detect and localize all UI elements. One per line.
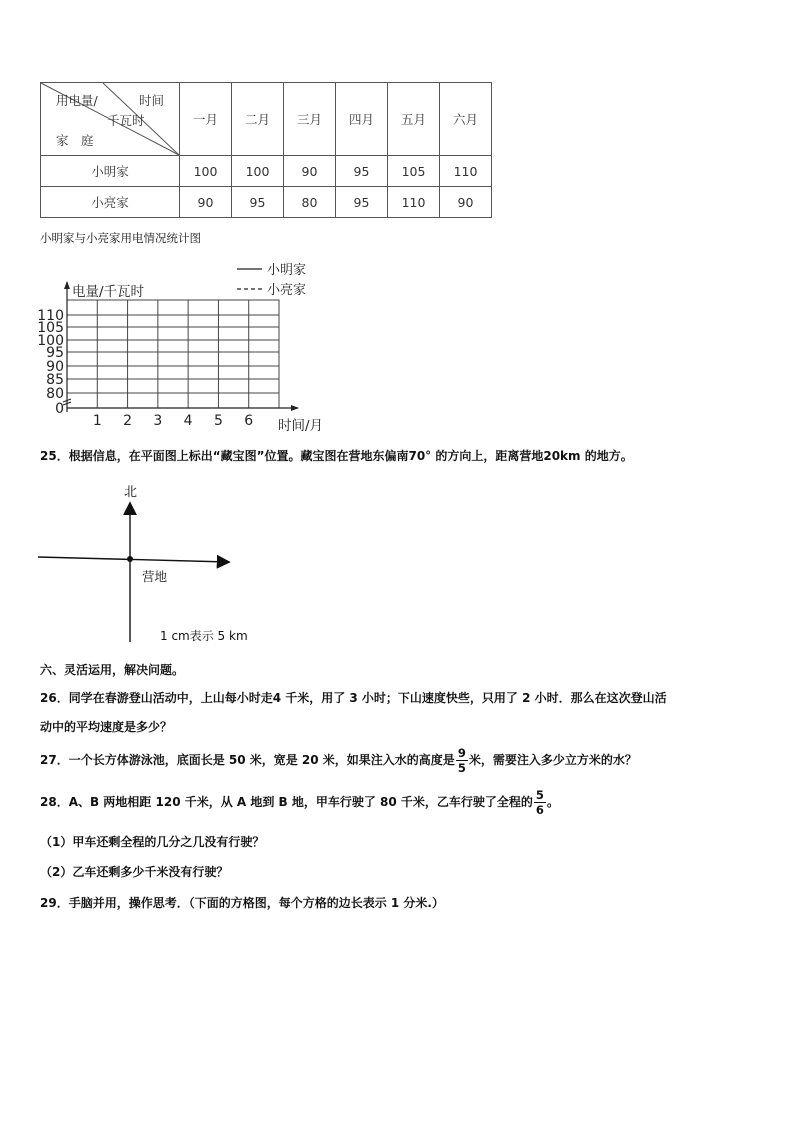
question-29: 29．手脑并用，操作思考．（下面的方格图，每个方格的边长表示 1 分米.） xyxy=(40,896,444,910)
section-six-heading: 六、灵活运用，解决问题。 xyxy=(40,663,185,677)
camp-direction-diagram xyxy=(36,480,246,645)
y-tick-label: 100 xyxy=(37,333,64,349)
value-cell: 95 xyxy=(336,156,388,187)
fraction-numerator: 9 xyxy=(457,746,466,760)
y-tick-label: 80 xyxy=(46,386,64,402)
y-tick-label: 105 xyxy=(37,320,64,336)
camp-label: 营地 xyxy=(142,569,168,584)
question-28-sub1: （1）甲车还剩全程的几分之几没有行驶？ xyxy=(40,835,265,849)
table-row xyxy=(41,187,492,218)
table-header-row xyxy=(41,83,492,156)
question-26-line2: 动中的平均速度是多少？ xyxy=(40,720,173,734)
y-tick-labels xyxy=(37,308,64,417)
fraction-denominator: 5 xyxy=(457,761,466,775)
y-tick-label: 85 xyxy=(46,372,64,388)
question-26-line1: 26．同学在春游登山活动中，上山每小时走4 千米，用了 3 小时；下山速度快些，只用了 2 小时．那么在这次登山活 xyxy=(40,691,667,705)
corner-label-usage: 用电量/ xyxy=(56,93,98,108)
fraction-nine-fifths xyxy=(456,746,468,775)
family-name-cell: 小明家 xyxy=(41,156,180,187)
camp-point xyxy=(127,556,133,562)
value-cell: 90 xyxy=(180,187,232,218)
question-25-body: 根据信息，在平面图上标出“藏宝图”位置。藏宝图在营地东偏南70° 的方向上，距离营地20km 的地方。 xyxy=(68,449,633,463)
question-28-text-after: 。 xyxy=(546,795,559,809)
question-27-text-before: 27．一个长方体游泳池，底面长是 50 米，宽是 20 米，如果注入水的高度是 xyxy=(40,753,455,767)
value-cell: 95 xyxy=(336,187,388,218)
question-25-text: 25． xyxy=(40,449,69,463)
x-tick-label: 1 xyxy=(92,413,102,429)
fraction-five-sixths xyxy=(534,788,546,817)
x-tick-label: 5 xyxy=(213,413,223,429)
corner-label-family: 家 庭 xyxy=(56,133,94,148)
north-label: 北 xyxy=(124,485,138,500)
family-name-cell: 小亮家 xyxy=(41,187,180,218)
y-axis-label: 电量/千瓦时 xyxy=(72,284,145,300)
month-header: 五月 xyxy=(388,83,440,156)
question-28-sub2: （2）乙车还剩多少千米没有行驶？ xyxy=(40,865,229,879)
east-arrow xyxy=(38,557,228,562)
value-cell: 100 xyxy=(180,156,232,187)
grid-border xyxy=(67,300,279,408)
value-cell: 100 xyxy=(232,156,284,187)
question-28 xyxy=(40,786,559,818)
y-axis-arrowhead xyxy=(64,281,70,289)
x-tick-label: 6 xyxy=(244,413,254,429)
x-tick-label: 4 xyxy=(183,413,193,429)
month-header: 四月 xyxy=(336,83,388,156)
chart-caption: 小明家与小亮家用电情况统计图 xyxy=(40,231,201,245)
month-header: 一月 xyxy=(180,83,232,156)
value-cell: 90 xyxy=(284,156,336,187)
question-27 xyxy=(40,744,637,776)
month-header: 三月 xyxy=(284,83,336,156)
y-tick-label: 110 xyxy=(37,308,64,324)
value-cell: 105 xyxy=(388,156,440,187)
y-tick-label: 95 xyxy=(46,345,64,361)
chart-grid xyxy=(63,281,299,412)
month-header: 六月 xyxy=(440,83,492,156)
table-row xyxy=(41,156,492,187)
fraction-numerator: 5 xyxy=(535,788,544,802)
scale-label: 1 cm表示 5 km xyxy=(160,629,248,643)
question-27-text-after: 米，需要注入多少立方米的水？ xyxy=(468,753,637,767)
table-corner-header xyxy=(41,83,180,156)
value-cell: 110 xyxy=(440,156,492,187)
x-tick-label: 3 xyxy=(153,413,163,429)
electricity-usage-table xyxy=(40,82,492,218)
value-cell: 80 xyxy=(284,187,336,218)
legend-label-xiaoliang: 小亮家 xyxy=(267,283,307,298)
question-28-text-before: 28．A、B 两地相距 120 千米，从 A 地到 B 地，甲车行驶了 80 千米，乙车行驶了全程的 xyxy=(40,795,533,809)
y-tick-label: 0 xyxy=(55,401,64,417)
question-25 xyxy=(40,447,633,464)
value-cell: 90 xyxy=(440,187,492,218)
corner-label-unit: 千瓦时 xyxy=(107,113,145,128)
blank-line-chart xyxy=(37,260,340,440)
value-cell: 95 xyxy=(232,187,284,218)
fraction-denominator: 6 xyxy=(535,803,544,817)
corner-label-time: 时间 xyxy=(139,93,165,108)
x-axis-arrowhead xyxy=(291,405,299,411)
x-axis-label: 时间/月 xyxy=(278,418,324,434)
y-tick-label: 90 xyxy=(46,359,64,375)
x-tick-labels xyxy=(93,413,253,429)
legend-label-xiaoming: 小明家 xyxy=(267,263,307,278)
month-header: 二月 xyxy=(232,83,284,156)
x-tick-label: 2 xyxy=(123,413,133,429)
value-cell: 110 xyxy=(388,187,440,218)
